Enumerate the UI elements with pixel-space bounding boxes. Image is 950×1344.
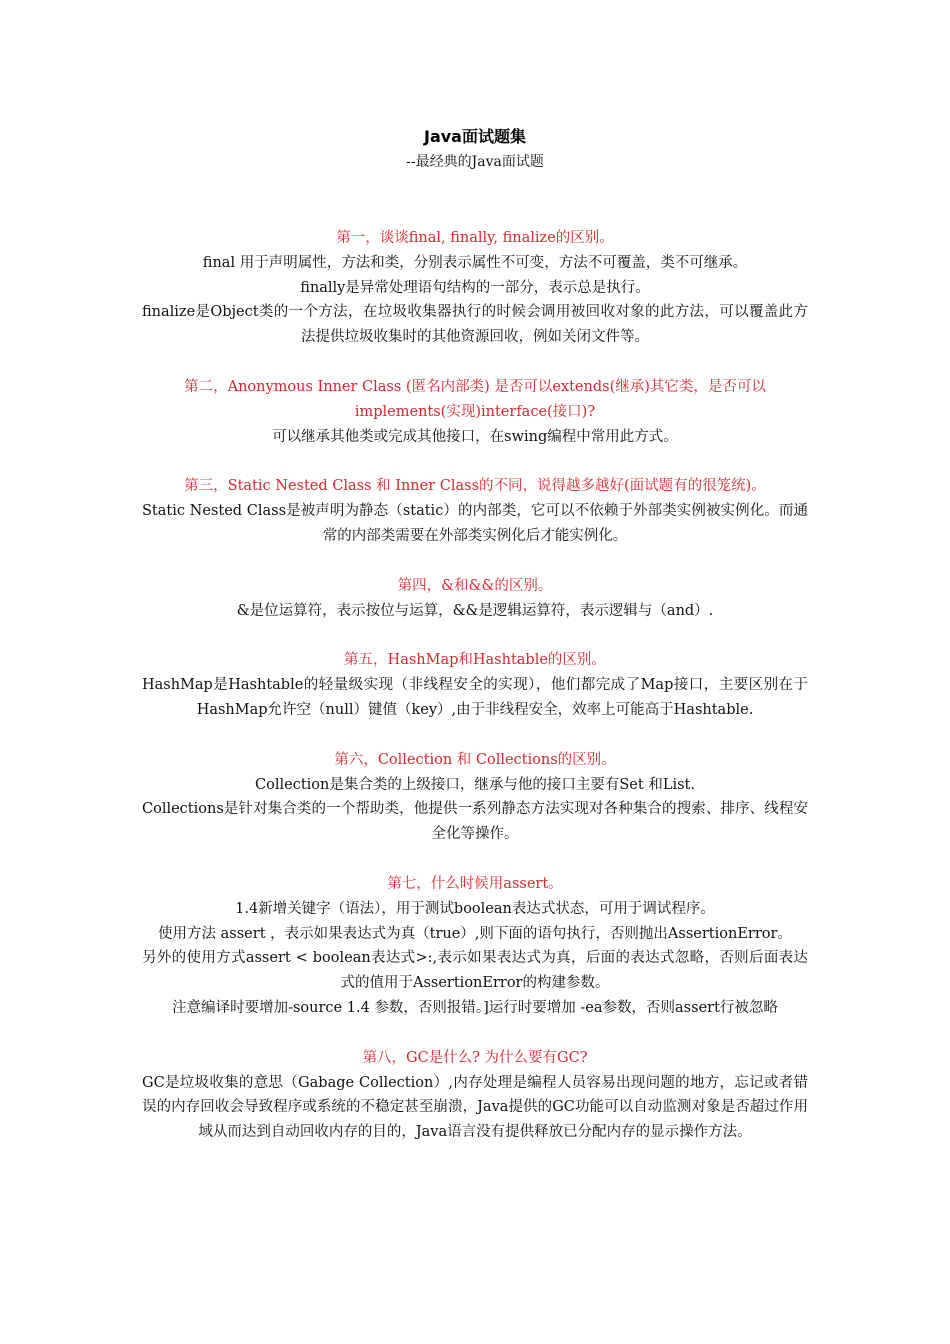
answer-paragraph: HashMap是Hashtable的轻量级实现（非线程安全的实现），他们都完成了Map接口，主要区别在于HashMap允许空（null）键值（key）,由于非线程安全，效率上可能高于Hashtable.	[142, 677, 808, 718]
section-3	[142, 474, 808, 548]
question-heading: 第二，Anonymous Inner Class (匿名内部类) 是否可以extends(继承)其它类，是否可以implements(实现)interface(接口)?	[184, 378, 766, 420]
document-subtitle: --最经典的Java面试题	[406, 154, 544, 170]
answer-paragraph: &是位运算符，表示按位与运算，&&是逻辑运算符，表示逻辑与（and）.	[236, 602, 714, 619]
section-7	[142, 872, 808, 1021]
answer-paragraph: final 用于声明属性，方法和类，分别表示属性不可变，方法不可覆盖，类不可继承。	[202, 254, 748, 271]
section-6	[142, 748, 808, 847]
question-heading: 第七，什么时候用assert。	[387, 875, 563, 892]
answer-paragraph: Collection是集合类的上级接口，继承与他的接口主要有Set 和List.	[255, 776, 695, 793]
section-8	[142, 1046, 808, 1145]
answer-paragraph: finally是异常处理语句结构的一部分，表示总是执行。	[300, 279, 650, 296]
answer-paragraph: 注意编译时要增加-source 1.4 参数，否则报错。]运行时要增加 -ea参数，否则assert行被忽略	[172, 999, 778, 1016]
answer-paragraph: finalize是Object类的一个方法，在垃圾收集器执行的时候会调用被回收对象的此方法，可以覆盖此方法提供垃圾收集时的其他资源回收，例如关闭文件等。	[142, 304, 808, 346]
document-content	[142, 124, 808, 1170]
section-2	[142, 375, 808, 449]
answer-paragraph: 可以继承其他类或完成其他接口，在swing编程中常用此方式。	[272, 428, 678, 445]
section-4	[142, 574, 808, 624]
answer-paragraph: 1.4新增关键字（语法），用于测试boolean表达式状态，可用于调试程序。	[235, 900, 715, 917]
section-1	[142, 226, 808, 350]
question-heading: 第六，Collection 和 Collections的区别。	[334, 751, 616, 768]
question-heading: 第三，Static Nested Class 和 Inner Class的不同，说得越多越好(面试题有的很笼统)。	[184, 478, 766, 495]
question-heading: 第五，HashMap和Hashtable的区别。	[344, 652, 606, 669]
question-heading: 第八，GC是什么? 为什么要有GC?	[362, 1049, 588, 1066]
question-heading: 第四，&和&&的区别。	[397, 577, 553, 594]
answer-paragraph: Collections是针对集合类的一个帮助类，他提供一系列静态方法实现对各种集合的搜索、排序、线程安全化等操作。	[142, 801, 808, 843]
answer-paragraph: Static Nested Class是被声明为静态（static）的内部类，它可以不依赖于外部类实例被实例化。而通常的内部类需要在外部类实例化后才能实例化。	[142, 503, 808, 544]
answer-paragraph: GC是垃圾收集的意思（Gabage Collection）,内存处理是编程人员容易出现问题的地方，忘记或者错误的内存回收会导致程序或系统的不稳定甚至崩溃，Java提供的GC功能可以自动监测对象是否超过作用域从而达到自动回收内存的目的，Java语言没有提供释放已分配内存的显示操作方法。	[142, 1074, 808, 1141]
question-heading: 第一，谈谈final, finally, finalize的区别。	[336, 230, 614, 246]
answer-paragraph: 使用方法 assert ，表示如果表达式为真（true）,则下面的语句执行，否则抛出AssertionError。	[158, 925, 792, 942]
section-5	[142, 648, 808, 722]
answer-paragraph: 另外的使用方式assert < boolean表达式>:,表示如果表达式为真，后面的表达式忽略，否则后面表达式的值用于AssertionError的构建参数。	[142, 950, 808, 992]
document-title: Java面试题集	[424, 127, 526, 146]
